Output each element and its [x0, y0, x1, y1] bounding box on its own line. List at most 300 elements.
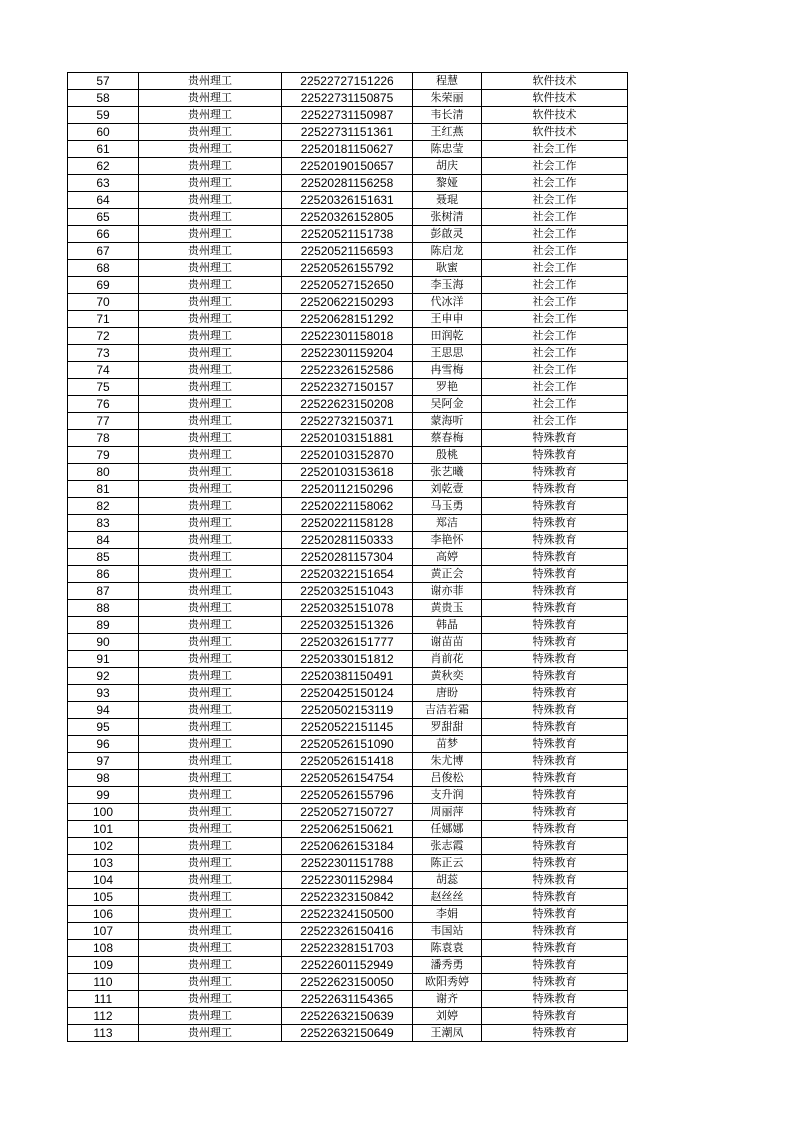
student-name-cell: 王申申 [413, 311, 482, 328]
major-cell: 特殊教育 [482, 583, 628, 600]
school-cell: 贵州理工 [139, 549, 282, 566]
candidate-id-cell: 22520526151090 [282, 736, 413, 753]
school-cell: 贵州理工 [139, 702, 282, 719]
major-cell: 特殊教育 [482, 889, 628, 906]
student-name-cell: 苗梦 [413, 736, 482, 753]
row-number: 75 [68, 379, 139, 396]
student-name-cell: 田润乾 [413, 328, 482, 345]
major-cell: 特殊教育 [482, 549, 628, 566]
row-number: 106 [68, 906, 139, 923]
school-cell: 贵州理工 [139, 889, 282, 906]
major-cell: 特殊教育 [482, 668, 628, 685]
table-row [68, 498, 628, 515]
major-cell: 特殊教育 [482, 719, 628, 736]
candidate-id-cell: 22520425150124 [282, 685, 413, 702]
table-row [68, 719, 628, 736]
student-name-cell: 周丽萍 [413, 804, 482, 821]
school-cell: 贵州理工 [139, 753, 282, 770]
table-row [68, 702, 628, 719]
student-name-cell: 吕俊松 [413, 770, 482, 787]
student-name-cell: 谢苗苗 [413, 634, 482, 651]
candidate-id-cell: 22520281157304 [282, 549, 413, 566]
major-cell: 特殊教育 [482, 923, 628, 940]
table-row [68, 991, 628, 1008]
row-number: 98 [68, 770, 139, 787]
school-cell: 贵州理工 [139, 73, 282, 90]
candidate-id-cell: 22522632150639 [282, 1008, 413, 1025]
table-row [68, 515, 628, 532]
major-cell: 特殊教育 [482, 872, 628, 889]
major-cell: 社会工作 [482, 379, 628, 396]
school-cell: 贵州理工 [139, 141, 282, 158]
student-name-cell: 韦长清 [413, 107, 482, 124]
candidate-id-cell: 22520103153618 [282, 464, 413, 481]
major-cell: 社会工作 [482, 260, 628, 277]
school-cell: 贵州理工 [139, 124, 282, 141]
row-number: 64 [68, 192, 139, 209]
school-cell: 贵州理工 [139, 277, 282, 294]
school-cell: 贵州理工 [139, 617, 282, 634]
school-cell: 贵州理工 [139, 787, 282, 804]
row-number: 108 [68, 940, 139, 957]
candidate-id-cell: 22520522151145 [282, 719, 413, 736]
major-cell: 特殊教育 [482, 515, 628, 532]
student-name-cell: 聂琨 [413, 192, 482, 209]
table-row [68, 107, 628, 124]
candidate-id-cell: 22522328151703 [282, 940, 413, 957]
school-cell: 贵州理工 [139, 668, 282, 685]
candidate-id-cell: 22520326151777 [282, 634, 413, 651]
table-row [68, 243, 628, 260]
candidate-id-cell: 22522623150050 [282, 974, 413, 991]
major-cell: 特殊教育 [482, 481, 628, 498]
candidate-id-cell: 22522301159204 [282, 345, 413, 362]
student-name-cell: 冉雪梅 [413, 362, 482, 379]
school-cell: 贵州理工 [139, 464, 282, 481]
candidate-id-cell: 22522731150987 [282, 107, 413, 124]
candidate-id-cell: 22520112150296 [282, 481, 413, 498]
major-cell: 特殊教育 [482, 430, 628, 447]
candidate-id-cell: 22520502153119 [282, 702, 413, 719]
major-cell: 特殊教育 [482, 991, 628, 1008]
school-cell: 贵州理工 [139, 804, 282, 821]
candidate-id-cell: 22522601152949 [282, 957, 413, 974]
school-cell: 贵州理工 [139, 345, 282, 362]
student-name-cell: 陈忠莹 [413, 141, 482, 158]
candidate-id-cell: 22522732150371 [282, 413, 413, 430]
school-cell: 贵州理工 [139, 396, 282, 413]
candidate-id-cell: 22520381150491 [282, 668, 413, 685]
school-cell: 贵州理工 [139, 600, 282, 617]
table-row [68, 328, 628, 345]
major-cell: 特殊教育 [482, 651, 628, 668]
row-number: 89 [68, 617, 139, 634]
candidate-id-cell: 22520103151881 [282, 430, 413, 447]
student-name-cell: 张树清 [413, 209, 482, 226]
table-row [68, 821, 628, 838]
student-name-cell: 王红燕 [413, 124, 482, 141]
school-cell: 贵州理工 [139, 243, 282, 260]
school-cell: 贵州理工 [139, 923, 282, 940]
major-cell: 特殊教育 [482, 634, 628, 651]
row-number: 101 [68, 821, 139, 838]
table-row [68, 294, 628, 311]
major-cell: 特殊教育 [482, 906, 628, 923]
major-cell: 社会工作 [482, 413, 628, 430]
school-cell: 贵州理工 [139, 379, 282, 396]
table-row [68, 736, 628, 753]
major-cell: 社会工作 [482, 141, 628, 158]
row-number: 80 [68, 464, 139, 481]
school-cell: 贵州理工 [139, 855, 282, 872]
row-number: 87 [68, 583, 139, 600]
table-row [68, 617, 628, 634]
table-row [68, 634, 628, 651]
candidate-id-cell: 22522731150875 [282, 90, 413, 107]
major-cell: 特殊教育 [482, 685, 628, 702]
student-name-cell: 吴阿金 [413, 396, 482, 413]
student-name-cell: 赵丝丝 [413, 889, 482, 906]
student-name-cell: 蔡春梅 [413, 430, 482, 447]
major-cell: 社会工作 [482, 328, 628, 345]
major-cell: 社会工作 [482, 396, 628, 413]
major-cell: 社会工作 [482, 243, 628, 260]
school-cell: 贵州理工 [139, 447, 282, 464]
row-number: 103 [68, 855, 139, 872]
candidate-id-cell: 22520526154754 [282, 770, 413, 787]
row-number: 85 [68, 549, 139, 566]
table-row [68, 600, 628, 617]
candidate-id-cell: 22520326152805 [282, 209, 413, 226]
row-number: 91 [68, 651, 139, 668]
row-number: 71 [68, 311, 139, 328]
row-number: 92 [68, 668, 139, 685]
school-cell: 贵州理工 [139, 328, 282, 345]
student-name-cell: 陈正云 [413, 855, 482, 872]
major-cell: 特殊教育 [482, 787, 628, 804]
school-cell: 贵州理工 [139, 532, 282, 549]
candidate-id-cell: 22522632150649 [282, 1025, 413, 1042]
school-cell: 贵州理工 [139, 158, 282, 175]
school-cell: 贵州理工 [139, 260, 282, 277]
candidate-id-cell: 22522301151788 [282, 855, 413, 872]
student-name-cell: 郑洁 [413, 515, 482, 532]
row-number: 88 [68, 600, 139, 617]
school-cell: 贵州理工 [139, 583, 282, 600]
candidate-id-cell: 22520521156593 [282, 243, 413, 260]
student-name-cell: 黄秋奕 [413, 668, 482, 685]
school-cell: 贵州理工 [139, 226, 282, 243]
school-cell: 贵州理工 [139, 634, 282, 651]
major-cell: 特殊教育 [482, 736, 628, 753]
student-name-cell: 胡蕊 [413, 872, 482, 889]
school-cell: 贵州理工 [139, 719, 282, 736]
table-row [68, 770, 628, 787]
major-cell: 特殊教育 [482, 566, 628, 583]
table-row [68, 804, 628, 821]
table-row [68, 532, 628, 549]
candidate-id-cell: 22520330151812 [282, 651, 413, 668]
student-name-cell: 支升润 [413, 787, 482, 804]
major-cell: 特殊教育 [482, 1008, 628, 1025]
table-row [68, 141, 628, 158]
major-cell: 特殊教育 [482, 821, 628, 838]
row-number: 93 [68, 685, 139, 702]
row-number: 61 [68, 141, 139, 158]
major-cell: 特殊教育 [482, 1025, 628, 1042]
row-number: 74 [68, 362, 139, 379]
table-body [68, 73, 628, 1042]
table-row [68, 260, 628, 277]
student-name-cell: 马玉勇 [413, 498, 482, 515]
school-cell: 贵州理工 [139, 294, 282, 311]
school-cell: 贵州理工 [139, 498, 282, 515]
table-row [68, 940, 628, 957]
major-cell: 特殊教育 [482, 957, 628, 974]
major-cell: 软件技术 [482, 124, 628, 141]
school-cell: 贵州理工 [139, 685, 282, 702]
row-number: 102 [68, 838, 139, 855]
school-cell: 贵州理工 [139, 838, 282, 855]
row-number: 77 [68, 413, 139, 430]
major-cell: 特殊教育 [482, 770, 628, 787]
school-cell: 贵州理工 [139, 175, 282, 192]
major-cell: 社会工作 [482, 294, 628, 311]
table-row [68, 396, 628, 413]
row-number: 84 [68, 532, 139, 549]
student-name-cell: 黄贵玉 [413, 600, 482, 617]
student-name-cell: 肖前花 [413, 651, 482, 668]
candidate-id-cell: 22520221158062 [282, 498, 413, 515]
major-cell: 特殊教育 [482, 447, 628, 464]
table-row [68, 753, 628, 770]
row-number: 94 [68, 702, 139, 719]
candidate-id-cell: 22520190150657 [282, 158, 413, 175]
table-row [68, 974, 628, 991]
row-number: 107 [68, 923, 139, 940]
student-name-cell: 张艺曦 [413, 464, 482, 481]
major-cell: 特殊教育 [482, 600, 628, 617]
candidate-id-cell: 22522326152586 [282, 362, 413, 379]
table-row [68, 209, 628, 226]
row-number: 104 [68, 872, 139, 889]
student-name-cell: 高婷 [413, 549, 482, 566]
candidate-id-cell: 22522326150416 [282, 923, 413, 940]
school-cell: 贵州理工 [139, 1008, 282, 1025]
student-name-cell: 吉洁若霜 [413, 702, 482, 719]
table-row [68, 1008, 628, 1025]
candidate-id-cell: 22522327150157 [282, 379, 413, 396]
major-cell: 软件技术 [482, 107, 628, 124]
major-cell: 软件技术 [482, 90, 628, 107]
row-number: 86 [68, 566, 139, 583]
candidate-id-cell: 22522631154365 [282, 991, 413, 1008]
school-cell: 贵州理工 [139, 991, 282, 1008]
candidate-id-cell: 22522324150500 [282, 906, 413, 923]
row-number: 79 [68, 447, 139, 464]
candidate-id-cell: 22520526151418 [282, 753, 413, 770]
row-number: 96 [68, 736, 139, 753]
table-row [68, 855, 628, 872]
row-number: 111 [68, 991, 139, 1008]
student-name-cell: 朱尤博 [413, 753, 482, 770]
table-row [68, 379, 628, 396]
candidate-id-cell: 22522731151361 [282, 124, 413, 141]
major-cell: 社会工作 [482, 345, 628, 362]
table-row [68, 583, 628, 600]
candidate-id-cell: 22520527152650 [282, 277, 413, 294]
major-cell: 社会工作 [482, 175, 628, 192]
table-row [68, 192, 628, 209]
table-row [68, 923, 628, 940]
table-row [68, 906, 628, 923]
major-cell: 特殊教育 [482, 464, 628, 481]
table-row [68, 481, 628, 498]
table-row [68, 90, 628, 107]
table-row [68, 226, 628, 243]
school-cell: 贵州理工 [139, 430, 282, 447]
row-number: 83 [68, 515, 139, 532]
school-cell: 贵州理工 [139, 651, 282, 668]
school-cell: 贵州理工 [139, 770, 282, 787]
row-number: 113 [68, 1025, 139, 1042]
major-cell: 社会工作 [482, 311, 628, 328]
row-number: 62 [68, 158, 139, 175]
school-cell: 贵州理工 [139, 566, 282, 583]
major-cell: 特殊教育 [482, 974, 628, 991]
table-row [68, 175, 628, 192]
row-number: 97 [68, 753, 139, 770]
major-cell: 社会工作 [482, 226, 628, 243]
table-row [68, 124, 628, 141]
candidate-id-cell: 22520526155796 [282, 787, 413, 804]
candidate-id-cell: 22520325151326 [282, 617, 413, 634]
row-number: 81 [68, 481, 139, 498]
school-cell: 贵州理工 [139, 209, 282, 226]
student-name-cell: 潘秀勇 [413, 957, 482, 974]
student-name-cell: 任娜娜 [413, 821, 482, 838]
table-row [68, 549, 628, 566]
school-cell: 贵州理工 [139, 515, 282, 532]
school-cell: 贵州理工 [139, 974, 282, 991]
table-row [68, 957, 628, 974]
table-row [68, 889, 628, 906]
candidate-id-cell: 22520281156258 [282, 175, 413, 192]
student-name-cell: 彭啟灵 [413, 226, 482, 243]
school-cell: 贵州理工 [139, 413, 282, 430]
row-number: 72 [68, 328, 139, 345]
table-row [68, 566, 628, 583]
major-cell: 社会工作 [482, 277, 628, 294]
school-cell: 贵州理工 [139, 906, 282, 923]
candidate-id-cell: 22520181150627 [282, 141, 413, 158]
table-row [68, 464, 628, 481]
candidate-id-cell: 22520325151043 [282, 583, 413, 600]
candidate-id-cell: 22520622150293 [282, 294, 413, 311]
student-name-cell: 胡庆 [413, 158, 482, 175]
row-number: 99 [68, 787, 139, 804]
school-cell: 贵州理工 [139, 107, 282, 124]
student-name-cell: 陈启龙 [413, 243, 482, 260]
student-name-cell: 殷桃 [413, 447, 482, 464]
table-row [68, 787, 628, 804]
major-cell: 社会工作 [482, 192, 628, 209]
candidate-id-cell: 22520526155792 [282, 260, 413, 277]
row-number: 100 [68, 804, 139, 821]
student-name-cell: 王潮凤 [413, 1025, 482, 1042]
candidate-id-cell: 22520628151292 [282, 311, 413, 328]
table-row [68, 1025, 628, 1042]
row-number: 90 [68, 634, 139, 651]
student-name-cell: 唐盼 [413, 685, 482, 702]
student-name-cell: 程慧 [413, 73, 482, 90]
major-cell: 特殊教育 [482, 702, 628, 719]
candidate-id-cell: 22520325151078 [282, 600, 413, 617]
candidate-id-cell: 22520626153184 [282, 838, 413, 855]
student-name-cell: 代冰洋 [413, 294, 482, 311]
student-name-cell: 李娟 [413, 906, 482, 923]
row-number: 110 [68, 974, 139, 991]
table-row [68, 651, 628, 668]
candidate-id-cell: 22522323150842 [282, 889, 413, 906]
school-cell: 贵州理工 [139, 940, 282, 957]
school-cell: 贵州理工 [139, 90, 282, 107]
candidate-id-cell: 22522301158018 [282, 328, 413, 345]
candidate-id-cell: 22520221158128 [282, 515, 413, 532]
student-name-cell: 罗艳 [413, 379, 482, 396]
major-cell: 软件技术 [482, 73, 628, 90]
major-cell: 特殊教育 [482, 804, 628, 821]
major-cell: 特殊教育 [482, 617, 628, 634]
row-number: 105 [68, 889, 139, 906]
major-cell: 特殊教育 [482, 855, 628, 872]
candidate-id-cell: 22520521151738 [282, 226, 413, 243]
student-name-cell: 刘乾壹 [413, 481, 482, 498]
row-number: 76 [68, 396, 139, 413]
row-number: 112 [68, 1008, 139, 1025]
table-row [68, 430, 628, 447]
major-cell: 特殊教育 [482, 940, 628, 957]
table-row [68, 838, 628, 855]
major-cell: 特殊教育 [482, 753, 628, 770]
student-name-cell: 黄正会 [413, 566, 482, 583]
candidate-id-cell: 22522301152984 [282, 872, 413, 889]
student-name-cell: 朱荣丽 [413, 90, 482, 107]
row-number: 82 [68, 498, 139, 515]
major-cell: 社会工作 [482, 158, 628, 175]
table-row [68, 277, 628, 294]
candidate-id-cell: 22520326151631 [282, 192, 413, 209]
major-cell: 特殊教育 [482, 532, 628, 549]
table-row [68, 311, 628, 328]
major-cell: 特殊教育 [482, 498, 628, 515]
table-row [68, 413, 628, 430]
school-cell: 贵州理工 [139, 821, 282, 838]
school-cell: 贵州理工 [139, 311, 282, 328]
student-name-cell: 张志霞 [413, 838, 482, 855]
row-number: 109 [68, 957, 139, 974]
candidate-id-cell: 22520527150727 [282, 804, 413, 821]
table-row [68, 872, 628, 889]
row-number: 68 [68, 260, 139, 277]
row-number: 57 [68, 73, 139, 90]
school-cell: 贵州理工 [139, 1025, 282, 1042]
row-number: 59 [68, 107, 139, 124]
row-number: 70 [68, 294, 139, 311]
candidate-id-cell: 22520322151654 [282, 566, 413, 583]
table-row [68, 345, 628, 362]
candidate-id-cell: 22522727151226 [282, 73, 413, 90]
